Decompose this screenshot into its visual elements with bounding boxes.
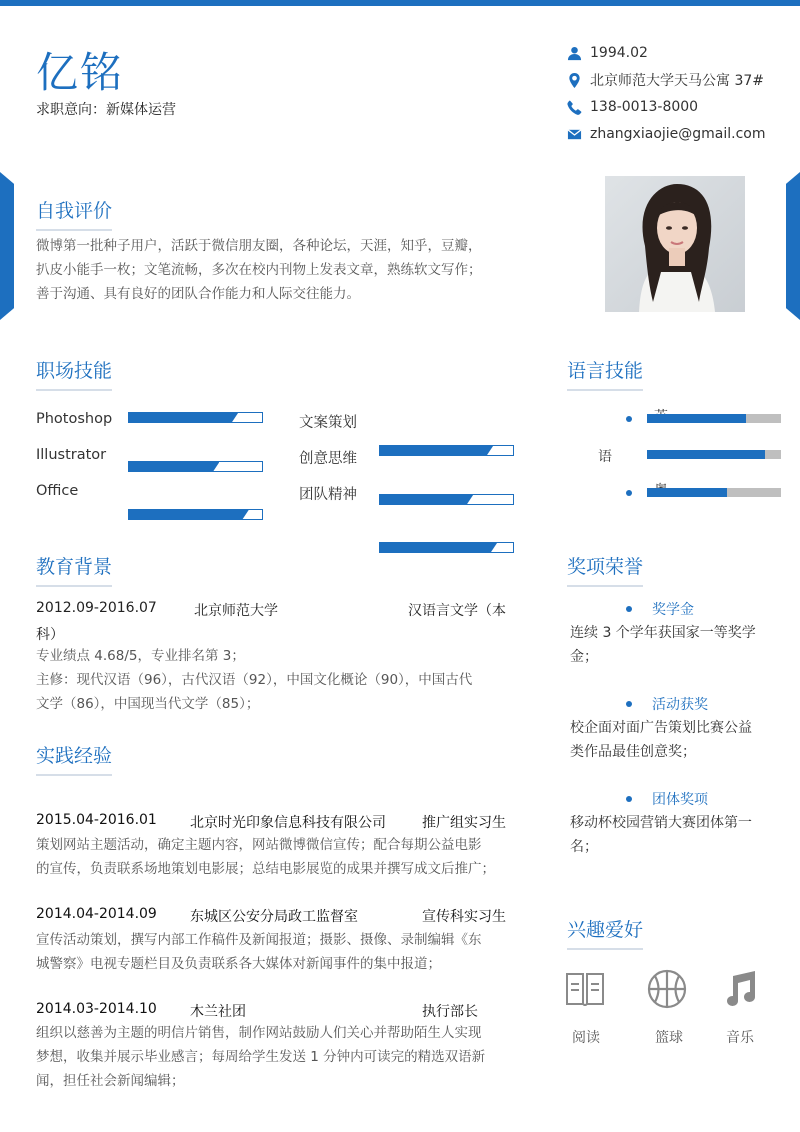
education-title: 教育背景 xyxy=(36,552,112,587)
contact-email xyxy=(566,124,786,144)
skill-label: 团队精神 xyxy=(299,487,357,503)
award-title-text: 团体奖项 xyxy=(652,792,708,808)
profile-photo xyxy=(605,176,745,312)
self-eval-line: 扒皮小能手一枚；文笔流畅，多次在校内刊物上发表文章，熟练软文写作； xyxy=(36,262,482,278)
language-row xyxy=(600,484,785,504)
award-desc-line: 名； xyxy=(570,839,598,855)
bullet-dot xyxy=(626,490,632,496)
bullet-dot xyxy=(626,416,632,422)
skill-bar xyxy=(128,509,263,520)
language-bar xyxy=(647,414,781,423)
exp-line: 宣传活动策划，撰写内部工作稿件及新闻报道；摄影、摄像、录制编辑《东 xyxy=(36,932,482,948)
award-desc-line: 连续 3 个学年获国家一等奖学 xyxy=(570,625,756,641)
skill-label: 文案策划 xyxy=(299,415,357,431)
contact-address xyxy=(566,70,786,90)
exp-line: 闻，担任社会新闻编辑； xyxy=(36,1073,185,1089)
exp-desc xyxy=(36,1021,536,1093)
exp-line: 组织以慈善为主题的明信片销售，制作网站鼓励人们关心并帮助陌生人实现 xyxy=(36,1025,482,1041)
skill-bar xyxy=(379,542,514,553)
edu-major-cont: 科） xyxy=(36,627,64,643)
exp-line: 策划网站主题活动，确定主题内容，网站微博微信宣传；配合每期公益电影 xyxy=(36,837,482,853)
exp-line: 梦想，收集并展示毕业感言；每周给学生发送 1 分钟内可读完的精选双语新 xyxy=(36,1049,486,1065)
award-desc-line: 移动杯校园营销大赛团体第一 xyxy=(570,815,752,831)
bullet-dot xyxy=(626,606,632,612)
experience-title: 实践经验 xyxy=(36,741,112,776)
job-intent: 求职意向：新媒体运营 xyxy=(36,102,176,118)
basketball-icon xyxy=(646,968,688,1014)
self-eval-text xyxy=(36,234,556,306)
hobby-label: 音乐 xyxy=(726,1030,754,1046)
edu-courses: 文学（86），中国现当代文学（85）； xyxy=(36,696,260,712)
exp-role: 宣传科实习生 xyxy=(422,909,506,925)
contact-birth xyxy=(566,43,786,63)
right-accent-tab xyxy=(786,172,800,320)
edu-school: 北京师范大学 xyxy=(194,603,278,619)
skill-label: Illustrator xyxy=(36,447,107,463)
skills-section xyxy=(36,356,112,391)
language-bar xyxy=(647,450,781,459)
award-item-title xyxy=(626,599,694,619)
bullet-dot xyxy=(626,796,632,802)
exp-period: 2014.04-2014.09 xyxy=(36,906,157,922)
award-desc-line: 校企面对面广告策划比赛公益 xyxy=(570,720,752,736)
edu-gpa: 专业绩点 4.68/5，专业排名第 3； xyxy=(36,648,245,664)
award-title-text: 活动获奖 xyxy=(652,697,708,713)
education-section xyxy=(36,552,112,587)
award-desc xyxy=(570,716,770,764)
skill-label: 创意思维 xyxy=(299,451,357,467)
language-row xyxy=(600,410,785,430)
award-desc-line: 金； xyxy=(570,649,598,665)
award-desc xyxy=(570,811,770,859)
award-item-title xyxy=(626,694,708,714)
edu-major: 汉语言文学（本 xyxy=(408,603,506,619)
person-icon xyxy=(566,45,582,61)
self-eval-section xyxy=(36,196,112,231)
skill-label: Photoshop xyxy=(36,411,113,427)
hobbies-section xyxy=(567,915,643,950)
self-eval-line: 微博第一批种子用户，活跃于微信朋友圈，各种论坛，天涯，知乎，豆瓣， xyxy=(36,238,482,254)
language-label: 语 xyxy=(598,449,612,465)
award-title-text: 奖学金 xyxy=(652,602,694,618)
skill-label: Office xyxy=(36,483,79,499)
exp-desc xyxy=(36,833,536,881)
skill-bar xyxy=(379,445,514,456)
bullet-dot xyxy=(626,701,632,707)
self-eval-title: 自我评价 xyxy=(36,196,112,231)
exp-line: 城警察》电视专题栏目及负责联系各大媒体对新闻事件的集中报道； xyxy=(36,956,441,972)
book-icon xyxy=(564,968,606,1014)
exp-period: 2014.03-2014.10 xyxy=(36,1001,157,1017)
award-desc xyxy=(570,621,770,669)
hobby-label: 阅读 xyxy=(572,1030,600,1046)
skill-bar xyxy=(128,412,263,423)
edu-period: 2012.09-2016.07 xyxy=(36,600,157,616)
awards-title: 奖项荣誉 xyxy=(567,552,643,587)
exp-line: 的宣传，负责联系场地策划电影展；总结电影展览的成果并撰写成文后推广； xyxy=(36,861,495,877)
award-item-title xyxy=(626,789,708,809)
language-title: 语言技能 xyxy=(567,356,643,391)
top-accent-bar xyxy=(0,0,800,6)
award-desc-line: 类作品最佳创意奖； xyxy=(570,744,696,760)
exp-role: 执行部长 xyxy=(422,1004,478,1020)
exp-org: 东城区公安分局政工监督室 xyxy=(190,909,358,925)
language-row xyxy=(600,446,785,466)
skill-bar xyxy=(128,461,263,472)
phone-text: 138-0013-8000 xyxy=(590,99,699,115)
exp-role: 推广组实习生 xyxy=(422,815,506,831)
edu-details xyxy=(36,644,526,716)
exp-org: 北京时光印象信息科技有限公司 xyxy=(190,815,386,831)
birth-text: 1994.02 xyxy=(590,45,648,61)
awards-section xyxy=(567,552,643,587)
music-note-icon xyxy=(719,968,761,1014)
phone-icon xyxy=(566,99,582,115)
experience-section xyxy=(36,741,112,776)
location-pin-icon xyxy=(566,72,582,88)
address-text: 北京师范大学天马公寓 37# xyxy=(590,73,764,89)
hobbies-title: 兴趣爱好 xyxy=(567,915,643,950)
language-section xyxy=(567,356,643,391)
skill-bar xyxy=(379,494,514,505)
exp-org: 木兰社团 xyxy=(190,1004,246,1020)
hobby-label: 篮球 xyxy=(655,1030,683,1046)
exp-period: 2015.04-2016.01 xyxy=(36,812,157,828)
mail-icon xyxy=(566,126,582,142)
candidate-name: 亿铭 xyxy=(36,48,125,97)
skills-title: 职场技能 xyxy=(36,356,112,391)
email-text: zhangxiaojie@gmail.com xyxy=(590,126,766,142)
contact-phone xyxy=(566,97,786,117)
edu-courses: 主修：现代汉语（96），古代汉语（92），中国文化概论（90），中国古代 xyxy=(36,672,473,688)
exp-desc xyxy=(36,928,536,976)
left-accent-tab xyxy=(0,172,14,320)
language-bar xyxy=(647,488,781,497)
self-eval-line: 善于沟通、具有良好的团队合作能力和人际交往能力。 xyxy=(36,286,360,302)
